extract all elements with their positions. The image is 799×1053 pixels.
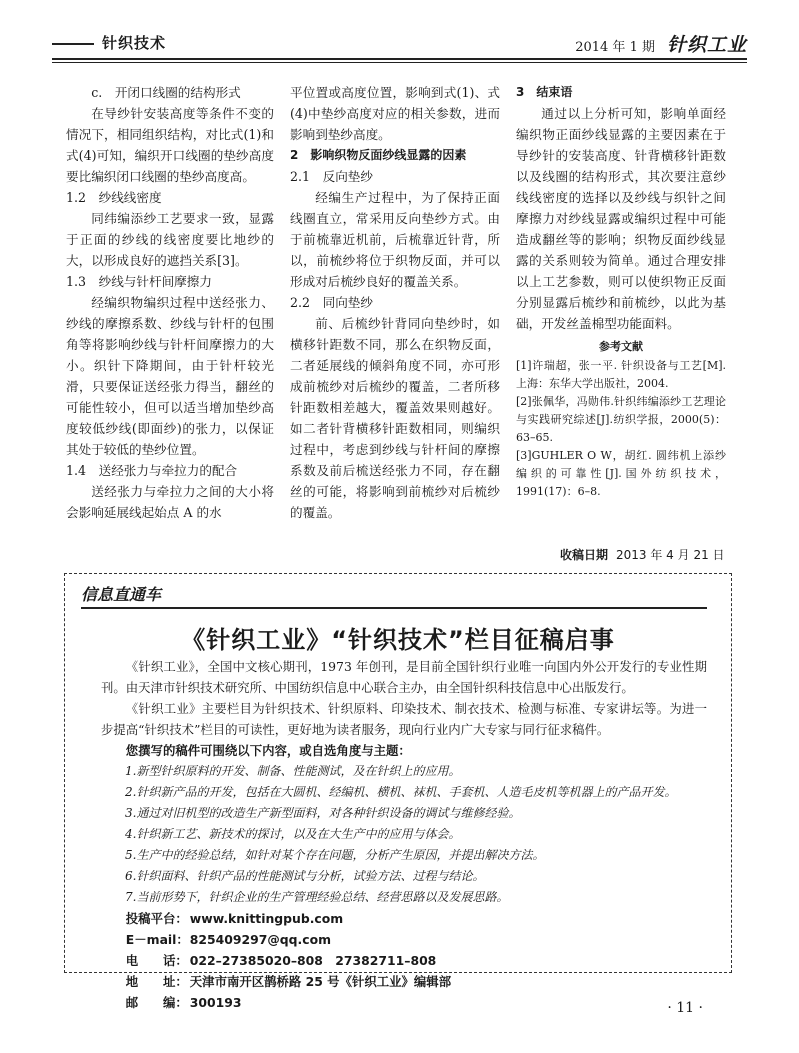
paragraph: 在导纱针安装高度等条件不变的情况下，相同组织结构，对比式(1)和式(4)可知，编织开口线圈的垫纱高度要比编织闭口线圈的垫纱高度高。 (66, 106, 274, 184)
topic-item: 1.新型针织原料的开发、制备、性能测试，及在针织上的应用。 (125, 764, 461, 778)
section-heading: 2 影响织物反面纱线显露的因素 (290, 148, 467, 162)
topic-item: 6.针织面料、针织产品的性能测试与分析，试验方法、过程与结论。 (125, 869, 485, 883)
section-label: 针织技术 (102, 34, 167, 52)
column-1 (66, 82, 274, 523)
paragraph: 经编生产过程中，为了保持正面线圈直立，常采用反向垫纱方式。由于前梳靠近机前，后梳靠近针背，所以，前梳纱将位于织物反面，并可以形成对后梳纱良好的覆盖关系。 (290, 190, 500, 289)
box-tag-rule (81, 607, 707, 609)
section-heading: 3 结束语 (516, 85, 573, 99)
header-rule-thin (52, 62, 747, 63)
contact-email (126, 929, 707, 950)
references-title: 参考文献 (599, 340, 643, 353)
header-rule (52, 58, 747, 60)
header-dash (52, 43, 94, 45)
reference-item: [3]GUHLER O W，胡红. 圆纬机上添纱编织的可靠性[J].国外纺织技术，1991(17)：6–8. (516, 449, 726, 498)
received-value: 2013 年 4 月 21 日 (616, 548, 725, 562)
column-3 (516, 82, 726, 501)
issue-label: 2014 年 1 期 (575, 40, 655, 55)
contact-address (126, 971, 707, 992)
section-title (52, 32, 166, 53)
page-number: · 11 · (667, 1000, 703, 1016)
contact-label: 地 址： (125, 974, 188, 989)
subsection-heading: 1.2 纱线线密度 (66, 190, 162, 205)
subsection-heading: 1.3 纱线与针杆间摩擦力 (66, 274, 212, 289)
notice-title: 《针织工业》“针织技术”栏目征稿启事 (181, 626, 615, 654)
paragraph: 通过以上分析可知，影响单面经编织物正面纱线显露的主要因素在于导纱针的安装高度、针背横移针距数以及线圈的结构形式，其次要注意纱线线密度的选择以及纱线与织针之间摩擦力对纱线显露或编织过程中可能造成翻丝等的影响；织物反面纱线显露的关系则较为简单。通过合理安排以上工艺参数，则可以使织物正反面分别显露后梳纱和前梳纱，以此为基础，开发丝盖棉型功能面料。 (516, 106, 726, 331)
paragraph: 送经张力与牵拉力之间的大小将会影响延展线起始点 A 的水 (66, 484, 274, 520)
subsection-heading: 2.1 反向垫纱 (290, 169, 373, 184)
contact-value: www.knittingpub.com (189, 911, 344, 926)
notice-paragraph: 《针织工业》主要栏目为针织技术、针织原料、印染技术、制衣技术、检测与标准、专家讲坛等。为进一步提高“针织技术”栏目的可读性，更好地为读者服务，现向行业内广大专家与同行征求稿件。 (101, 701, 707, 737)
topic-item: 5.生产中的经验总结，如针对某个存在问题，分析产生原因，并提出解决方法。 (125, 848, 545, 862)
topic-item: 4.针织新工艺、新技术的探讨，以及在大生产中的应用与体会。 (125, 827, 461, 841)
contact-value: 022–27385020–808 27382711–808 (189, 953, 437, 968)
contact-website (126, 908, 707, 929)
topic-item: 7.当前形势下，针织企业的生产管理经验总结、经营思路以及发展思路。 (125, 890, 509, 904)
page-header (52, 18, 747, 58)
paragraph: 前、后梳纱针背同向垫纱时，如横移针距数不同，那么在织物反面，二者延展线的倾斜角度不同，亦可形成前梳纱对后梳纱的覆盖，二者所移针距数相差越大，覆盖效果则越好。如二者针背横移针距数相同，则编织过程中，考虑到纱线与针杆间的摩擦系数及前后梳送经张力不同，存在翻丝的可能，将影响到前梳纱对后梳纱的覆盖。 (290, 316, 500, 520)
contact-phone (126, 950, 707, 971)
topic-item: 3.通过对旧机型的改造生产新型面料，对各种针织设备的调试与维修经验。 (125, 806, 521, 820)
contact-value: 825409297@qq.com (189, 932, 331, 947)
contact-label: E－mail： (125, 932, 189, 947)
journal-logo: 针织工业 (666, 34, 747, 56)
received-date (560, 546, 725, 563)
call-for-papers-box (64, 573, 732, 1010)
subsection-heading: c. 开闭口线圈的结构形式 (91, 85, 241, 100)
topic-item: 2.针织新产品的开发，包括在大圆机、经编机、横机、袜机、手套机、人造毛皮机等机器上的产品开发。 (125, 785, 677, 799)
contact-value: 300193 (189, 995, 242, 1010)
contact-label: 邮 编： (125, 995, 188, 1010)
contact-postcode (126, 992, 707, 1013)
notice-body (101, 656, 707, 1013)
paragraph: 经编织物编织过程中送经张力、纱线的摩擦系数、纱线与针杆的包围角等将影响纱线与针杆间摩擦力的大小。织针下降期间，由于针杆较光滑，只要保证送经张力得当，翻丝的可能性较小，但可以适当增加垫纱高度较低纱线(即面纱)的张力，以保证其处于较低的垫纱位置。 (66, 295, 274, 457)
issue-info (575, 30, 747, 57)
column-2 (290, 82, 500, 523)
notice-paragraph: 《针织工业》，全国中文核心期刊，1973 年创刊，是目前全国针织行业唯一向国内外公开发行的专业性期刊。由天津市针织技术研究所、中国纺织信息中心联合主办，由全国针织科技信息中心出版发行。 (101, 659, 707, 695)
contact-label: 电 话： (125, 953, 188, 968)
reference-item: [2]张佩华，冯勋伟.针织纬编添纱工艺理论与实践研究综述[J].纺织学报，2000(5)：63–65. (516, 395, 726, 444)
subsection-heading: 2.2 同向垫纱 (290, 295, 373, 310)
contact-label: 投稿平台： (125, 911, 188, 926)
contact-value: 天津市南开区鹊桥路 25 号《针织工业》编辑部 (189, 974, 452, 989)
reference-item: [1]许瑞超，张一平. 针织设备与工艺[M].上海：东华大学出版社，2004. (516, 359, 726, 390)
subsection-heading: 1.4 送经张力与牵拉力的配合 (66, 463, 238, 478)
box-tag: 信息直通车 (81, 585, 162, 604)
received-label: 收稿日期 (560, 548, 609, 562)
paragraph: 同纬编添纱工艺要求一致，显露于正面的纱线的线密度要比地纱的大，以形成良好的遮挡关系[3]。 (66, 211, 274, 268)
notice-subhead: 您撰写的稿件可围绕以下内容，或自选角度与主题： (125, 743, 411, 758)
paragraph: 平位置或高度位置，影响到式(1)、式(4)中垫纱高度对应的相关参数，进而影响到垫纱高度。 (290, 85, 500, 142)
